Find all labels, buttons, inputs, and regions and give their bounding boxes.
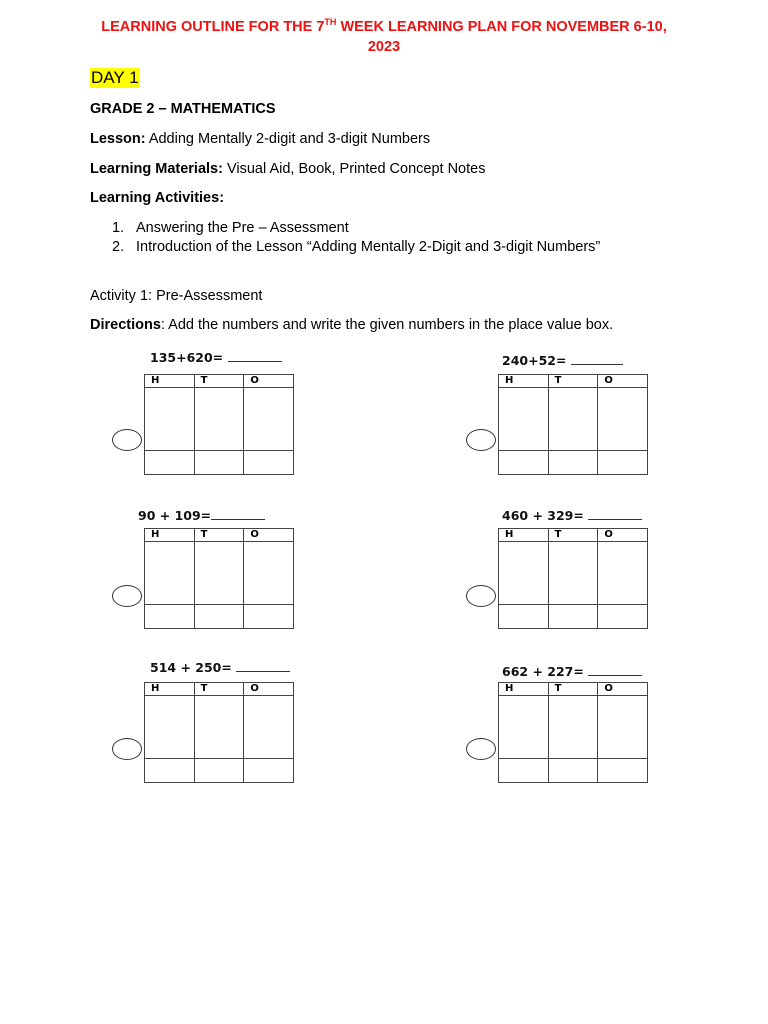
- tens-cell[interactable]: [194, 542, 244, 605]
- tens-cell[interactable]: [194, 388, 244, 451]
- header-tens: T: [194, 683, 244, 696]
- answer-blank[interactable]: [571, 352, 623, 365]
- answer-blank[interactable]: [211, 507, 265, 520]
- answer-circle[interactable]: [466, 738, 496, 760]
- problem-card: [110, 507, 350, 647]
- tens-cell[interactable]: [548, 696, 598, 759]
- header-hundreds: H: [499, 529, 549, 542]
- materials-line: [90, 160, 485, 178]
- problem-card: [110, 659, 350, 799]
- place-value-box: [144, 682, 294, 783]
- ones-answer-cell[interactable]: [244, 759, 294, 783]
- header-ones: O: [244, 683, 294, 696]
- answer-circle[interactable]: [112, 585, 142, 607]
- activities-label: Learning Activities:: [90, 190, 225, 206]
- hundreds-answer-cell[interactable]: [145, 759, 195, 783]
- list-item: [112, 238, 600, 257]
- header-ones: O: [244, 529, 294, 542]
- equation-text: 514 + 250=: [150, 660, 232, 675]
- activity-title: Activity 1: Pre-Assessment: [90, 288, 263, 304]
- place-value-box: [498, 528, 648, 629]
- header-ones: O: [598, 683, 648, 696]
- ones-answer-cell[interactable]: [598, 759, 648, 783]
- title-superscript: TH: [324, 17, 337, 28]
- place-value-box: [144, 528, 294, 629]
- answer-circle[interactable]: [112, 429, 142, 451]
- header-hundreds: H: [499, 375, 549, 388]
- problem-equation: [138, 507, 265, 524]
- hundreds-cell[interactable]: [145, 542, 195, 605]
- ones-cell[interactable]: [598, 696, 648, 759]
- ones-answer-cell[interactable]: [598, 451, 648, 475]
- problem-card: [464, 507, 704, 647]
- tens-answer-cell[interactable]: [194, 605, 244, 629]
- list-item-text: Introduction of the Lesson “Adding Mentally 2-Digit and 3-digit Numbers”: [136, 239, 601, 255]
- problem-card: [110, 349, 350, 489]
- tens-answer-cell[interactable]: [548, 451, 598, 475]
- activities-list: [112, 219, 600, 257]
- activities-heading: [90, 189, 224, 207]
- lesson-line: [90, 130, 430, 148]
- problem-equation: [150, 659, 290, 676]
- tens-cell[interactable]: [548, 388, 598, 451]
- list-item-number: 2.: [112, 239, 125, 255]
- equation-text: 662 + 227=: [502, 664, 584, 679]
- directions-text: : Add the numbers and write the given numbers in the place value box.: [160, 317, 614, 333]
- directions-label: Directions: [90, 317, 161, 333]
- list-item: [112, 219, 600, 238]
- subject-heading: [90, 100, 276, 118]
- subject-text: GRADE 2 – MATHEMATICS: [90, 101, 276, 117]
- header-tens: T: [548, 375, 598, 388]
- header-tens: T: [194, 375, 244, 388]
- hundreds-answer-cell[interactable]: [499, 605, 549, 629]
- list-item-text: Answering the Pre – Assessment: [136, 220, 349, 236]
- hundreds-cell[interactable]: [145, 696, 195, 759]
- ones-cell[interactable]: [244, 696, 294, 759]
- problem-card: [464, 352, 704, 492]
- title-text-part1: LEARNING OUTLINE FOR THE 7: [101, 19, 325, 35]
- hundreds-answer-cell[interactable]: [499, 451, 549, 475]
- header-tens: T: [194, 529, 244, 542]
- materials-label: Learning Materials:: [90, 161, 223, 177]
- tens-answer-cell[interactable]: [194, 451, 244, 475]
- answer-circle[interactable]: [466, 585, 496, 607]
- tens-cell[interactable]: [548, 542, 598, 605]
- header-hundreds: H: [145, 375, 195, 388]
- ones-cell[interactable]: [244, 542, 294, 605]
- hundreds-answer-cell[interactable]: [145, 605, 195, 629]
- header-hundreds: H: [145, 529, 195, 542]
- equation-text: 135+620=: [150, 350, 224, 365]
- header-ones: O: [598, 375, 648, 388]
- ones-cell[interactable]: [598, 388, 648, 451]
- hundreds-answer-cell[interactable]: [499, 759, 549, 783]
- tens-cell[interactable]: [194, 696, 244, 759]
- directions-line: [90, 316, 613, 334]
- lesson-label: Lesson:: [90, 131, 146, 147]
- header-tens: T: [548, 683, 598, 696]
- problem-card: [464, 663, 704, 803]
- problem-equation: [150, 349, 282, 366]
- header-ones: O: [598, 529, 648, 542]
- equation-text: 460 + 329=: [502, 508, 584, 523]
- answer-blank[interactable]: [588, 507, 642, 520]
- lesson-value: Adding Mentally 2-digit and 3-digit Numbers: [145, 131, 431, 147]
- place-value-box: [144, 374, 294, 475]
- title-year: 2023: [367, 39, 401, 55]
- hundreds-cell[interactable]: [145, 388, 195, 451]
- ones-answer-cell[interactable]: [244, 451, 294, 475]
- problem-equation: [502, 507, 642, 524]
- equation-text: 240+52=: [502, 353, 567, 368]
- place-value-box: [498, 682, 648, 783]
- header-hundreds: H: [145, 683, 195, 696]
- answer-circle[interactable]: [112, 738, 142, 760]
- materials-value: Visual Aid, Book, Printed Concept Notes: [222, 161, 486, 177]
- problem-equation: [502, 352, 623, 369]
- header-tens: T: [548, 529, 598, 542]
- header-hundreds: H: [499, 683, 549, 696]
- hundreds-cell[interactable]: [499, 388, 549, 451]
- hundreds-cell[interactable]: [499, 696, 549, 759]
- answer-blank[interactable]: [228, 349, 282, 362]
- list-item-number: 1.: [112, 220, 125, 236]
- tens-answer-cell[interactable]: [548, 605, 598, 629]
- place-value-box: [498, 374, 648, 475]
- ones-answer-cell[interactable]: [598, 605, 648, 629]
- ones-answer-cell[interactable]: [244, 605, 294, 629]
- hundreds-answer-cell[interactable]: [145, 451, 195, 475]
- ones-cell[interactable]: [598, 542, 648, 605]
- answer-circle[interactable]: [466, 429, 496, 451]
- title-text-part2: WEEK LEARNING PLAN FOR NOVEMBER 6-10,: [336, 19, 667, 35]
- document-title: [60, 17, 708, 57]
- tens-answer-cell[interactable]: [194, 759, 244, 783]
- header-ones: O: [244, 375, 294, 388]
- hundreds-cell[interactable]: [499, 542, 549, 605]
- day-label: DAY 1: [91, 68, 139, 87]
- equation-text: 90 + 109=: [138, 508, 212, 523]
- problem-equation: [502, 663, 642, 680]
- tens-answer-cell[interactable]: [548, 759, 598, 783]
- answer-blank[interactable]: [588, 663, 642, 676]
- ones-cell[interactable]: [244, 388, 294, 451]
- answer-blank[interactable]: [236, 659, 290, 672]
